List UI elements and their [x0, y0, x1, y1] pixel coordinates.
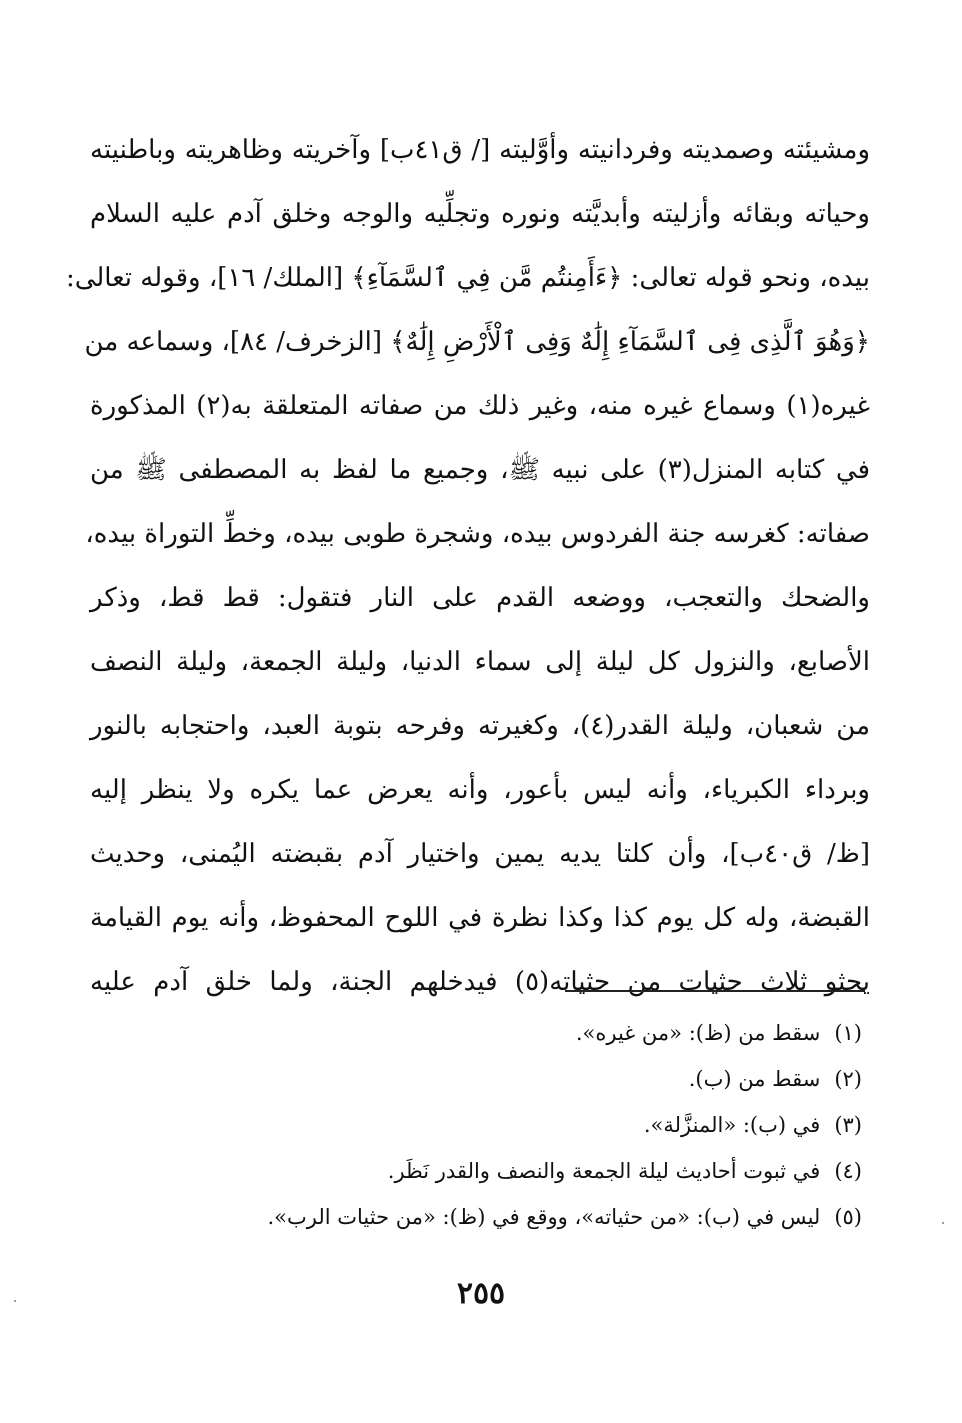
footnote-text: سقط من (ظ): «من غيره».: [575, 1021, 821, 1045]
text-line: القبضة، وله كل يوم كذا وكذا نظرة في اللوح المحفوظ، وأنه يوم القيامة: [90, 903, 870, 933]
text-line: صفاته: كغرسه جنة الفردوس بيده، وشجرة طوبى بيده، وخطِّ التوراة بيده،: [85, 519, 870, 549]
footnote-divider: [565, 990, 865, 992]
footnote-item: [162, 1102, 862, 1148]
main-text-block: [65, 118, 871, 1014]
footnote-text: ليس في (ب): «من حثياته»، ووقع في (ظ): «من حثيات الرب».: [267, 1205, 821, 1229]
text-line: بيده، ونحو قوله تعالى: ﴿ءَأَمِنتُم مَّن فِي ٱلسَّمَآءِ﴾ [الملك/ ١٦]، وقوله تعالى:: [65, 263, 870, 293]
text-line: يحثو ثلاث حثيات من حثياته(٥) فيدخلهم الجنة، ولما خلق آدم عليه: [90, 967, 871, 997]
page-number: ٢٥٥: [456, 1276, 506, 1311]
scan-speck: [14, 1300, 16, 1302]
footnote-item: [162, 1056, 862, 1102]
footnote-item: [162, 1194, 862, 1240]
footnote-number: (٢): [834, 1067, 862, 1091]
footnote-number: (٤): [834, 1159, 862, 1183]
footnote-number: (٥): [834, 1205, 862, 1229]
scan-speck: [942, 1222, 944, 1224]
text-line: وبرداء الكبرياء، وأنه ليس بأعور، وأنه يعرض عما يكره ولا ينظر إليه: [90, 775, 870, 805]
footnote-text: سقط من (ب).: [688, 1067, 821, 1091]
footnote-text: في (ب): «المنزَّلة».: [643, 1113, 821, 1137]
text-line: الأصابع، والنزول كل ليلة إلى سماء الدنيا، وليلة الجمعة، وليلة النصف: [90, 647, 870, 677]
footnote-text: في ثبوت أحاديث ليلة الجمعة والنصف والقدر نَظَر.: [387, 1159, 821, 1183]
text-line: غيره(١) وسماع غيره منه، وغير ذلك من صفاته المتعلقة به(٢) المذكورة: [90, 391, 870, 421]
text-line: ومشيئته وصمديته وفردانيته وأوَّليته [/ ق٤١ب] وآخريته وظاهريته وباطنيته: [90, 135, 871, 165]
text-line: وحياته وبقائه وأزليته وأبديَّته ونوره وتجلِّيه والوجه وخلق آدم عليه السلام: [90, 199, 870, 229]
text-line: من شعبان، وليلة القدر(٤)، وكغيرته وفرحه بتوبة العبد، واحتجابه بالنور: [90, 711, 871, 741]
footnote-number: (١): [834, 1021, 862, 1045]
text-line: ﴿وَهُوَ ٱلَّذِى فِى ٱلسَّمَآءِ إِلَٰهٌ وَفِى ٱلْأَرْضِ إِلَٰهٌ﴾ [الزخرف/ ٨٤]، وسماعه من: [84, 327, 870, 357]
text-line: [ظ/ ق٤٠ب]، وأن كلتا يديه يمين واختيار آدم بقبضته اليُمنى، وحديث: [90, 839, 870, 869]
footnote-item: [162, 1010, 862, 1056]
text-line: في كتابه المنزل(٣) على نبيه ﷺ، وجميع ما لفظ به المصطفى ﷺ من: [90, 455, 871, 485]
footnote-number: (٣): [834, 1113, 862, 1137]
footnote-item: [162, 1148, 862, 1194]
footnotes-block: [162, 1010, 862, 1240]
text-line: والضحك والتعجب، ووضعه القدم على النار فتقول: قط قط، وذكر: [90, 583, 870, 613]
